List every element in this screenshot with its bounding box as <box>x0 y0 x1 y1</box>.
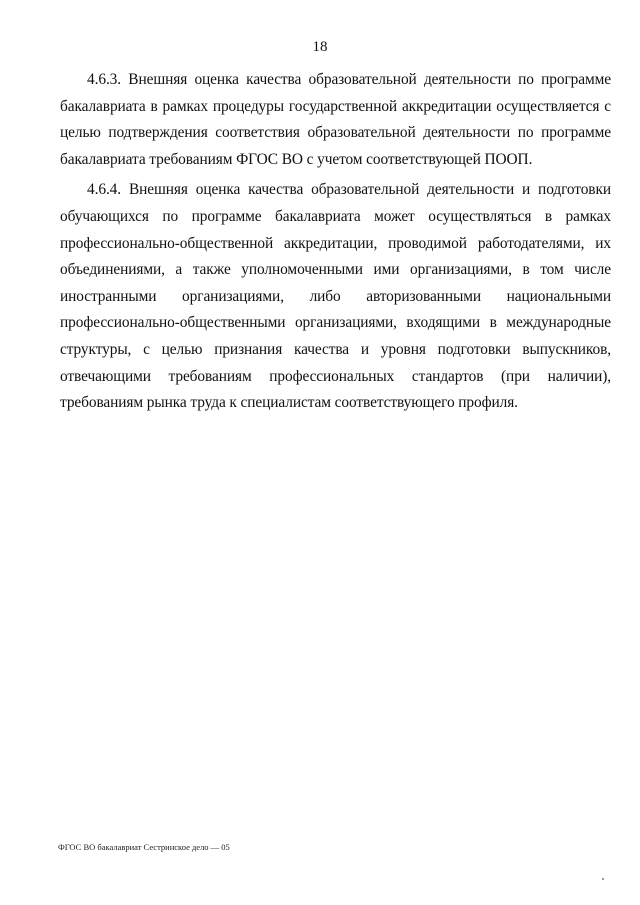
page-number: 18 <box>312 39 328 55</box>
scan-speck <box>602 878 604 880</box>
paragraph-4-6-4: 4.6.4. Внешняя оценка качества образовательной деятельности и подготовки обучающихся по программе бакалавриата может осуществляться в рамках профессионально-общественной аккредитации, проводимой работодателями, их объединениями, а также уполномоченными ими организациями, в том числе иностранными организациями, либо авторизованными национальными профессионально-общественными организациями, входящими в международные структуры, с целью признания качества и уровня подготовки выпускников, отвечающими требованиям профессиональных стандартов (при наличии), требованиям рынка труда к специалистам соответствующего профиля. <box>60 181 611 412</box>
document-body <box>60 67 611 417</box>
paragraph-4-6-3: 4.6.3. Внешняя оценка качества образовательной деятельности по программе бакалавриата в рамках процедуры государственной аккредитации осуществляется с целью подтверждения соответствия образовательной деятельности по программе бакалавриата требованиям ФГОС ВО с учетом соответствующей ПООП. <box>60 71 611 168</box>
page-footer: ФГОС ВО бакалавриат Сестринское дело — 05 <box>58 842 230 852</box>
